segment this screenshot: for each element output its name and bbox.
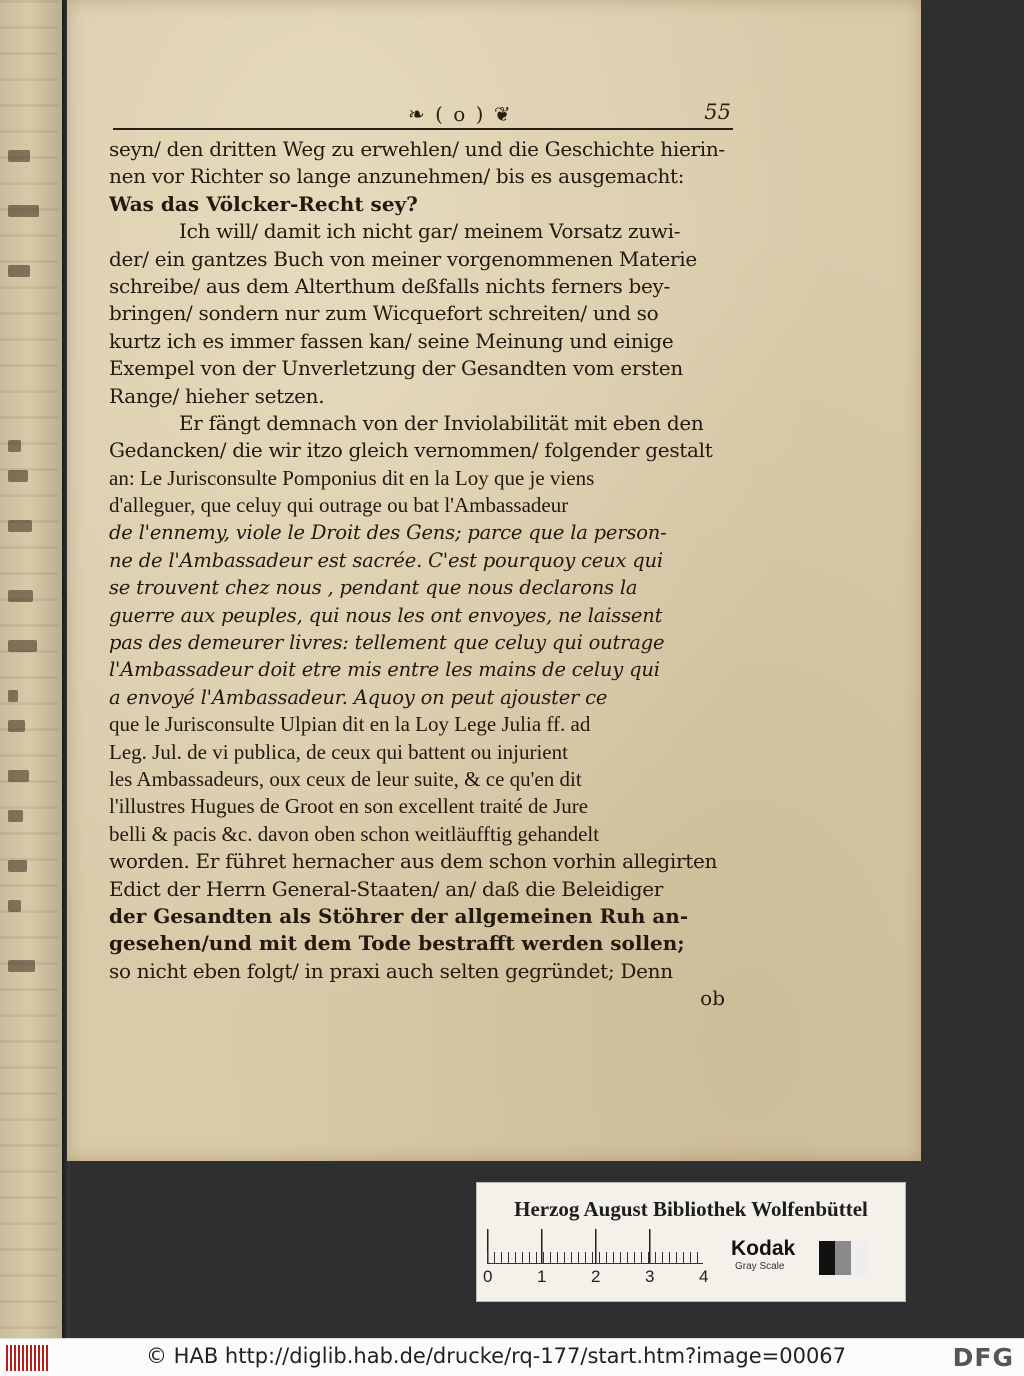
ruler-number: 2 — [591, 1267, 601, 1286]
bleed-through-mark — [8, 640, 37, 652]
text-line: belli & pacis &c. davon oben schon weitläufftig gehandelt — [109, 821, 600, 846]
text-line: der/ ein gantzes Buch von meiner vorgenommenen Materie — [109, 246, 697, 271]
ruler-number: 1 — [537, 1267, 547, 1286]
text-line: a envoyé l'Ambassadeur. Aquoy on peut ajouster ce — [109, 685, 608, 709]
text-line: Edict der Herrn General-Staaten/ an/ daß die Beleidiger — [109, 876, 663, 901]
text-line: schreibe/ aus dem Alterthum deßfalls nichts ferners bey- — [109, 273, 671, 298]
bleed-through-mark — [8, 960, 35, 972]
dfg-logo[interactable]: DFG — [952, 1343, 1014, 1372]
text-line: Exempel von der Unverletzung der Gesandten vom ersten — [109, 356, 683, 381]
page-edge-texture — [0, 0, 58, 1338]
bleed-through-mark — [8, 205, 39, 217]
bleed-through-mark — [8, 520, 32, 532]
viewer-footer — [0, 1338, 1024, 1376]
bleed-through-mark — [8, 265, 30, 277]
text-line: d'alleguer, que celuy qui outrage ou bat l'Ambassadeur — [109, 493, 569, 518]
bleed-through-mark — [8, 810, 23, 822]
header-ornament: ❧ ( o ) ❦ — [408, 102, 513, 126]
text-line: gesehen/und mit dem Tode bestrafft werden sollen; — [109, 931, 685, 956]
text-line: nen vor Richter so lange anzunehmen/ bis es ausgemacht: — [109, 164, 685, 189]
library-name: Herzog August Bibliothek Wolfenbüttel — [514, 1197, 868, 1221]
text-line: Leg. Jul. de vi publica, de ceux qui battent ou injurient — [109, 739, 568, 764]
text-line: de l'ennemy, viole le Droit des Gens; parce que la person- — [109, 521, 667, 545]
bleed-through-mark — [8, 720, 25, 732]
page-header — [113, 100, 733, 130]
bleed-through-mark — [8, 150, 30, 162]
text-line: an: Le Jurisconsulte Pomponius dit en la Loy que je viens — [109, 465, 595, 490]
gray-scale-caption: Gray Scale — [735, 1261, 785, 1272]
text-line: Er fängt demnach von der Inviolabilität mit eben den — [179, 410, 704, 435]
text-line: que le Jurisconsulte Ulpian dit en la Loy Lege Julia ff. ad — [109, 712, 591, 737]
bleed-through-mark — [8, 590, 33, 602]
ruler-minor-ticks — [487, 1237, 703, 1264]
bleed-through-mark — [8, 770, 29, 782]
page-number: 55 — [704, 100, 731, 124]
gray-patch — [819, 1241, 835, 1275]
book-page — [67, 0, 921, 1161]
text-line: se trouvent chez nous , pendant que nous declarons la — [109, 576, 638, 600]
bleed-through-mark — [8, 860, 27, 872]
bleed-through-mark — [8, 440, 21, 452]
gray-patch — [835, 1241, 851, 1275]
text-line: worden. Er führet hernacher aus dem schon vorhin allegirten — [109, 849, 718, 874]
hab-logo-icon[interactable] — [6, 1345, 48, 1371]
ruler-number: 0 — [483, 1267, 493, 1286]
text-line: bringen/ sondern nur zum Wicquefort schreiten/ und so — [109, 301, 659, 326]
text-line: seyn/ den dritten Weg zu erwehlen/ und die Geschichte hierin- — [109, 137, 725, 161]
ruler-number: 4 — [699, 1267, 709, 1286]
text-line: Gedancken/ die wir itzo gleich vernommen/ folgender gestalt — [109, 438, 713, 463]
ruler-number: 3 — [645, 1267, 655, 1286]
text-line: l'illustres Hugues de Groot en son excellent traité de Jure — [109, 794, 589, 819]
text-line: der Gesandten als Stöhrer der allgemeinen Ruh an- — [109, 903, 689, 928]
adjacent-page-edge — [0, 0, 66, 1338]
bleed-through-mark — [8, 900, 21, 912]
bleed-through-mark — [8, 690, 18, 702]
text-line: ne de l'Ambassadeur est sacrée. C'est pourquoy ceux qui — [109, 548, 663, 572]
kodak-brand: Kodak — [731, 1237, 796, 1260]
gray-scale-patches — [819, 1241, 867, 1275]
header-rule — [113, 128, 733, 130]
text-line: Was das Völcker-Recht sey? — [109, 191, 418, 216]
catchword: ob — [700, 986, 725, 1011]
page-text-block — [109, 136, 729, 1013]
library-scale-label — [476, 1182, 906, 1302]
text-line: so nicht eben folgt/ in praxi auch selten gegründet; Denn — [109, 958, 673, 983]
text-line: les Ambassadeurs, oux ceux de leur suite, & ce qu'en dit — [109, 766, 582, 791]
text-line: kurtz ich es immer fassen kan/ seine Meinung und einige — [109, 328, 674, 353]
text-line: Range/ hieher setzen. — [109, 383, 325, 408]
copyright-url[interactable]: © HAB http://diglib.hab.de/drucke/rq-177/start.htm?image=00067 — [146, 1344, 847, 1368]
text-line: guerre aux peuples, qui nous les ont envoyes, ne laissent — [109, 603, 663, 627]
text-line: pas des demeurer livres: tellement que celuy qui outrage — [109, 631, 665, 655]
text-line: Ich will/ damit ich nicht gar/ meinem Vorsatz zuwi- — [179, 219, 681, 244]
bleed-through-mark — [8, 470, 28, 482]
gray-patch — [851, 1241, 867, 1275]
text-line: l'Ambassadeur doit etre mis entre les mains de celuy qui — [109, 658, 660, 682]
